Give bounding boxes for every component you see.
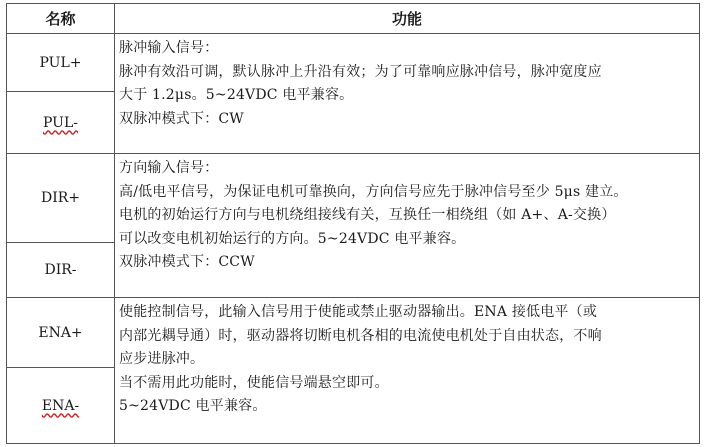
header-name: 名称 (7, 4, 115, 34)
signal-table (6, 3, 700, 444)
description-line: 当不需用此功能时，使能信号端悬空即可。 (119, 374, 389, 391)
description-line: 双脉冲模式下：CW (119, 110, 244, 127)
description-line: 高/低电平信号，为保证电机可靠换向，方向信号应先于脉冲信号至少 5μs 建立。 (119, 183, 628, 200)
pin-name-cell (7, 298, 115, 368)
pin-name: ENA+ (38, 324, 83, 341)
description-line: 内部光耦导通）时，驱动器将切断电机各相的电流使电机处于自由状态，不响 (119, 327, 602, 344)
description-line: 可以改变电机初始运行的方向。5~24VDC 电平兼容。 (119, 230, 466, 247)
table-row (7, 34, 700, 92)
pin-name: ENA- (41, 397, 80, 414)
pin-name: DIR- (44, 262, 77, 278)
description-line: 方向输入信号： (119, 160, 219, 176)
pin-description (115, 298, 700, 444)
pin-name: PUL- (43, 114, 78, 131)
description-line: 5~24VDC 电平兼容。 (119, 398, 267, 415)
header-function: 功能 (115, 4, 700, 34)
description-line: 脉冲有效沿可调，默认脉冲上升沿有效；为了可靠响应脉冲信号，脉冲宽度应 (119, 63, 602, 80)
description-line: 双脉冲模式下：CCW (119, 254, 255, 271)
table-row (7, 298, 700, 368)
pin-name-cell (7, 243, 115, 298)
table-row (7, 154, 700, 243)
table-header-row (7, 4, 700, 34)
description-line: 电机的初始运行方向与电机绕组接线有关，互换任一相绕组（如 A+、A-交换） (119, 207, 616, 224)
description-line: 脉冲输入信号： (119, 40, 219, 56)
pin-name-cell (7, 154, 115, 243)
pin-name-cell (7, 34, 115, 92)
pin-name: DIR+ (40, 190, 81, 206)
description-line: 大于 1.2μs。5~24VDC 电平兼容。 (119, 87, 354, 104)
description-line: 使能控制信号，此输入信号用于使能或禁止驱动器输出。ENA 接低电平（或 (119, 304, 598, 320)
description-line: 应步进脉冲。 (119, 351, 205, 368)
pin-name-cell (7, 92, 115, 154)
pin-description (115, 34, 700, 154)
pin-description (115, 154, 700, 298)
pin-name: PUL+ (39, 54, 82, 71)
pin-name-cell (7, 368, 115, 444)
